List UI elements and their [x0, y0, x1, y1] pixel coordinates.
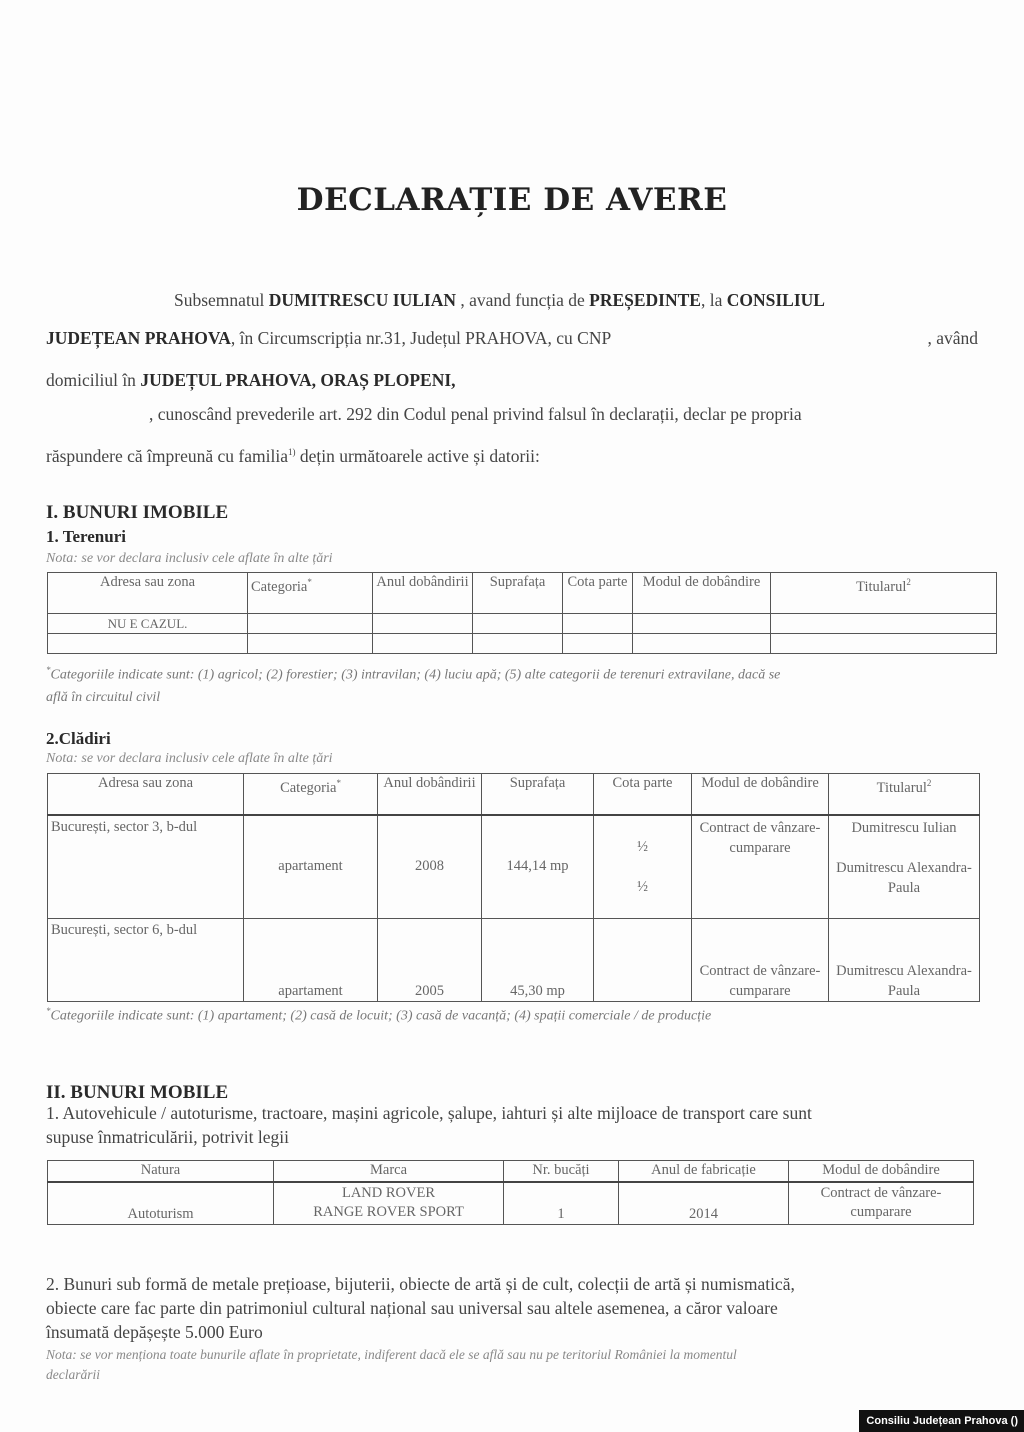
intro-line-2: JUDEȚEAN PRAHOVA, în Circumscripția nr.31, Județul PRAHOVA, cu CNP: [46, 328, 612, 348]
intro-line-5: răspundere că împreună cu familia$^{1)}$ dețin următoarele active și datorii:: [46, 445, 540, 466]
col-header-adresa: Adresa sau zona: [48, 774, 244, 815]
intro-line-1: Subsemnatul DUMITRESCU IULIAN , avand funcția de PREȘEDINTE, la CONSILIUL: [174, 290, 825, 310]
col-header-titular: Titularul$^2$: [771, 573, 997, 614]
subsection-heading-cladiri: 2.Clădiri: [46, 729, 111, 748]
col-header-marca: Marca: [274, 1161, 504, 1182]
subsection-heading-terenuri: 1. Terenuri: [46, 527, 126, 546]
note-cladiri: Nota: se vor declara inclusiv cele aflate în alte țări: [46, 751, 333, 766]
col-header-cota: Cota parte: [563, 573, 633, 614]
intro-paragraph: [46, 284, 978, 464]
col-header-modul: Modul de dobândire: [789, 1161, 974, 1182]
declarant-institution: CONSILIUL: [726, 290, 825, 310]
section-heading-bunuri-mobile: II. BUNURI MOBILE: [46, 1082, 229, 1103]
col-header-anul: Anul dobândirii: [378, 774, 482, 815]
footnote-terenuri: *Categoriile indicate sunt: (1) agricol; (2) forestier; (3) intravilan; (4) luciu apă; (5) alte categorii de terenuri extravilane, dacă se află în circuitul civil: [46, 665, 781, 705]
footnote-cladiri: *Categoriile indicate sunt: (1) apartament; (2) casă de locuit; (3) casă de vacanță; (4) spații comerciale / de producție: [46, 1006, 712, 1024]
note-bunuri-pretioase: Nota: se vor menționa toate bunurile aflate în proprietate, indiferent dacă ele se află sau nu pe teritoriul României la momentul declarării: [46, 1347, 737, 1382]
photo-credit-badge: Consiliu Județean Prahova (): [859, 1410, 1024, 1432]
terenuri-table: [47, 572, 997, 654]
autovehicule-text: 1. Autovehicule / autoturisme, tractoare, mașini agricole, șalupe, iahturi și alte mijloace de transport care sunt supuse înmatriculării, potrivit legii: [46, 1103, 812, 1147]
declarant-address: JUDEȚUL PRAHOVA, ORAȘ PLOPENI,: [140, 370, 456, 390]
col-header-nr-bucati: Nr. bucăți: [504, 1161, 619, 1182]
autovehicule-table: [47, 1160, 974, 1225]
section-heading-bunuri-imobile: I. BUNURI IMOBILE: [46, 502, 229, 523]
table-row: NU E CAZUL.: [48, 614, 997, 634]
col-header-categoria: Categoria*: [248, 573, 373, 614]
col-header-anul-fabricatie: Anul de fabricație: [619, 1161, 789, 1182]
bunuri-pretioase-text: 2. Bunuri sub formă de metale prețioase, bijuterii, obiecte de artă și de cult, colecții de artă și numismatică, obiecte care fac parte din patrimoniul cultural național sau universal sau altele asemenea, a căror valoare însumată depășește 5.000 Euro: [46, 1274, 795, 1342]
cladiri-table: [47, 773, 980, 1002]
note-terenuri: Nota: se vor declara inclusiv cele aflate în alte țări: [46, 551, 333, 566]
col-header-modul: Modul de dobândire: [692, 774, 829, 815]
col-header-suprafata: Suprafața: [482, 774, 594, 815]
col-header-cota: Cota parte: [594, 774, 692, 815]
declarant-name: DUMITRESCU IULIAN: [268, 290, 456, 310]
col-header-anul: Anul dobândirii: [373, 573, 473, 614]
col-header-suprafata: Suprafața: [473, 573, 563, 614]
table-row: București, sector 3, b-dul apartament 2008 144,14 mp ½ ½ Contract de vânzare-cumparare Dumitrescu Iulian Dumitrescu Alexandra-Paula: [48, 815, 980, 919]
col-header-natura: Natura: [48, 1161, 274, 1182]
col-header-titular: Titularul$^2$: [829, 774, 980, 815]
declarant-function: PREȘEDINTE: [589, 290, 701, 310]
intro-line-2-end: , având: [927, 328, 978, 348]
col-header-adresa: Adresa sau zona: [48, 573, 248, 614]
table-row: București, sector 6, b-dul apartament 2005 45,30 mp Contract de vânzare-cumparare Dumitrescu Alexandra-Paula: [48, 919, 980, 1002]
intro-line-4: , cunoscând prevederile art. 292 din Codul penal privind falsul în declarații, declar pe propria: [149, 404, 802, 424]
col-header-modul: Modul de dobândire: [633, 573, 771, 614]
col-header-categoria: Categoria*: [244, 774, 378, 815]
document-title: DECLARAȚIE DE AVERE: [296, 182, 728, 218]
table-row: [48, 634, 997, 654]
intro-line-3: domiciliul în JUDEȚUL PRAHOVA, ORAȘ PLOPENI,: [46, 370, 456, 390]
table-row: Autoturism LAND ROVER RANGE ROVER SPORT 1 2014 Contract de vânzare- cumparare: [48, 1182, 974, 1225]
